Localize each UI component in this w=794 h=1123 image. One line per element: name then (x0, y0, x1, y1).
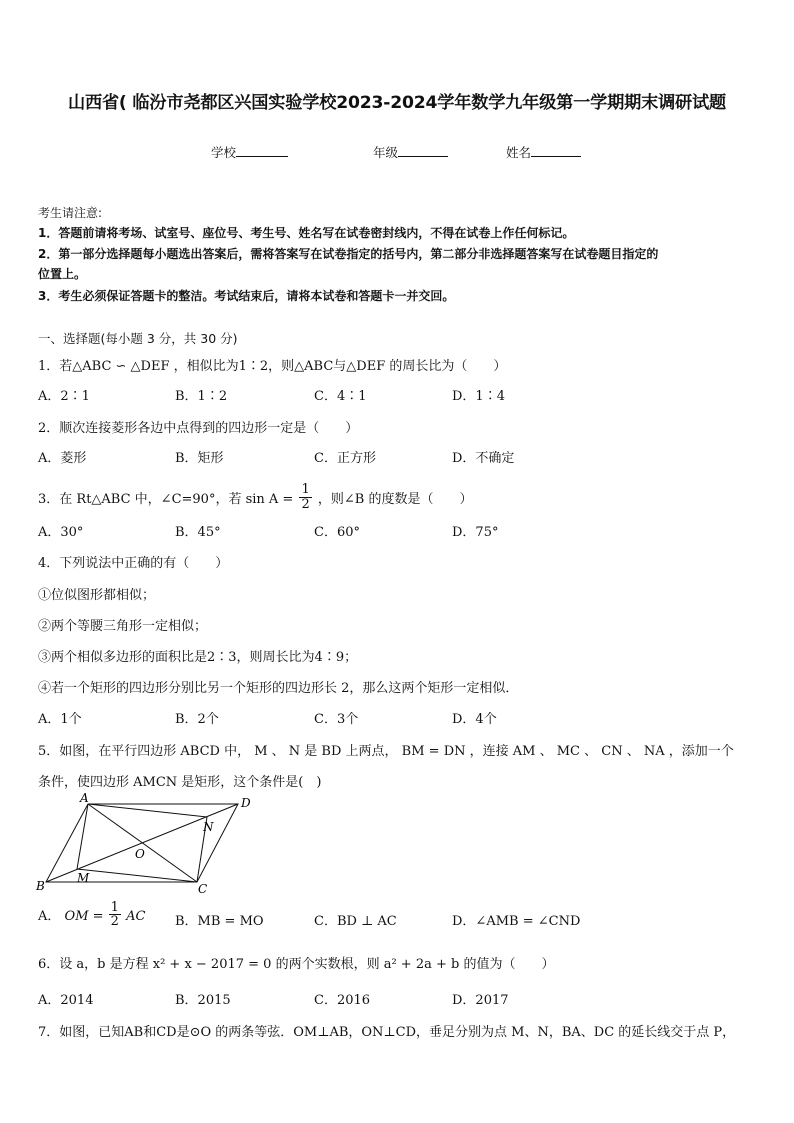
label-d: D (241, 796, 251, 810)
q1-option-a[interactable]: A．2∶1 (38, 389, 90, 404)
label-c: C (198, 882, 208, 896)
q5-stem-line-2: 条件，使四边形 AMCN 是矩形，这个条件是( ) (38, 775, 322, 790)
q4-option-b[interactable]: B．2个 (175, 712, 219, 727)
label-o: O (135, 847, 145, 861)
q6-option-d[interactable]: D．2017 (452, 993, 509, 1008)
q2-option-b[interactable]: B．矩形 (175, 451, 224, 466)
q3-option-b[interactable]: B．45° (175, 525, 221, 540)
notice-item-2-cont: 位置上。 (38, 267, 87, 281)
q5-option-d[interactable]: D．∠AMB = ∠CND (452, 914, 581, 929)
q3-stem (38, 482, 473, 514)
label-b: B (36, 879, 45, 893)
q5-stem-line-1: 5．如图，在平行四边形 ABCD 中， M 、 N 是 BD 上两点， BM = DN ，连接 AM 、 MC 、 CN 、 NA ，添加一个 (38, 744, 734, 759)
name-field[interactable] (506, 143, 581, 161)
q2-option-c[interactable]: C．正方形 (314, 451, 376, 466)
q4-statement-4: ④若一个矩形的四边形分别比另一个矩形的四边形长 2，那么这两个矩形一定相似． (38, 681, 519, 696)
q1-option-c[interactable]: C．4∶1 (314, 389, 367, 404)
grade-blank[interactable] (398, 144, 448, 157)
q5-parallelogram-figure (30, 792, 270, 900)
q5-option-a-fraction (109, 901, 121, 928)
q4-statement-2: ②两个等腰三角形一定相似； (38, 619, 208, 634)
q7-stem: 7．如图，已知AB和CD是⊙O 的两条等弦．OM⊥AB，ON⊥CD，垂足分别为点 M、N，BA、DC 的延长线交于点 P， (38, 1025, 736, 1040)
segment-mc (77, 869, 197, 882)
q5-option-c[interactable]: C．BD ⊥ AC (314, 914, 397, 929)
q3-fraction-numerator: 1 (301, 482, 310, 497)
q3-option-c[interactable]: C．60° (314, 525, 360, 540)
q2-option-d[interactable]: D．不确定 (452, 451, 515, 466)
page-title: 山西省( 临汾市尧都区兴国实验学校2023-2024学年数学九年级第一学期期末调研试题 (67, 93, 727, 113)
segment-na (88, 804, 207, 817)
q5-option-b[interactable]: B．MB = MO (175, 914, 264, 929)
q5-option-a-letter: A． (38, 909, 61, 924)
q3-stem-b: ，则∠B 的度数是（ ） (317, 492, 473, 507)
q2-option-a[interactable]: A．菱形 (38, 451, 87, 466)
q5-option-a-rhs: AC (126, 909, 146, 924)
q1-stem: 1．若△ABC ∽ △DEF ，相似比为1∶2，则△ABC与△DEF 的周长比为（ ） (38, 359, 507, 374)
diagonal-ac (88, 804, 197, 882)
notice-heading: 考生请注意: (38, 206, 103, 220)
q1-option-d[interactable]: D．1∶4 (452, 389, 505, 404)
q3-option-a[interactable]: A．30° (38, 525, 84, 540)
school-blank[interactable] (236, 144, 288, 157)
school-field[interactable] (211, 143, 288, 161)
q4-option-a[interactable]: A．1个 (38, 712, 82, 727)
q6-option-b[interactable]: B．2015 (175, 993, 231, 1008)
notice-item-2: 2．第一部分选择题每小题选出答案后，需将答案写在试卷指定的括号内，第二部分非选择题答案写在试卷题目指定的 (38, 247, 659, 261)
notice-item-1: 1．答题前请将考场、试室号、座位号、考生号、姓名写在试卷密封线内，不得在试卷上作任何标记。 (38, 226, 575, 240)
grade-label: 年级 (373, 145, 399, 160)
name-label: 姓名 (506, 145, 532, 160)
q4-statement-1: ①位似图形都相似； (38, 588, 156, 603)
q1-option-b[interactable]: B．1∶2 (175, 389, 228, 404)
notice-item-3: 3．考生必须保证答题卡的整洁。考试结束后，请将本试卷和答题卡一并交回。 (38, 289, 455, 303)
q3-stem-a: 3．在 Rt△ABC 中，∠C=90°，若 sin A = (38, 492, 294, 507)
q4-statement-3: ③两个相似多边形的面积比是2∶3，则周长比为4∶9； (38, 650, 358, 665)
q5-option-a[interactable] (38, 900, 146, 930)
name-blank[interactable] (531, 144, 581, 157)
grade-field[interactable] (373, 143, 448, 161)
q6-option-c[interactable]: C．2016 (314, 993, 371, 1008)
label-a: A (80, 792, 89, 805)
q4-option-c[interactable]: C．3个 (314, 712, 359, 727)
q2-stem: 2．顺次连接菱形各边中点得到的四边形一定是（ ） (38, 421, 359, 436)
q5-option-a-lhs: OM = (64, 909, 104, 924)
q5-option-a-numerator: 1 (110, 900, 119, 915)
q3-option-d[interactable]: D．75° (452, 525, 499, 540)
label-n: N (203, 820, 214, 834)
q3-fraction-denominator: 2 (301, 497, 310, 512)
section-heading: 一、选择题(每小题 3 分，共 30 分) (38, 331, 238, 346)
q6-option-a[interactable]: A．2014 (38, 993, 94, 1008)
q5-option-a-denominator: 2 (110, 914, 119, 929)
q6-stem: 6．设 a，b 是方程 x² + x − 2017 = 0 的两个实数根，则 a² + 2a + b 的值为（ ） (38, 957, 555, 972)
q3-fraction (299, 483, 311, 512)
q4-option-d[interactable]: D．4个 (452, 712, 497, 727)
school-label: 学校 (211, 145, 237, 160)
label-m: M (77, 871, 90, 885)
q4-stem: 4．下列说法中正确的有（ ） (38, 556, 229, 571)
